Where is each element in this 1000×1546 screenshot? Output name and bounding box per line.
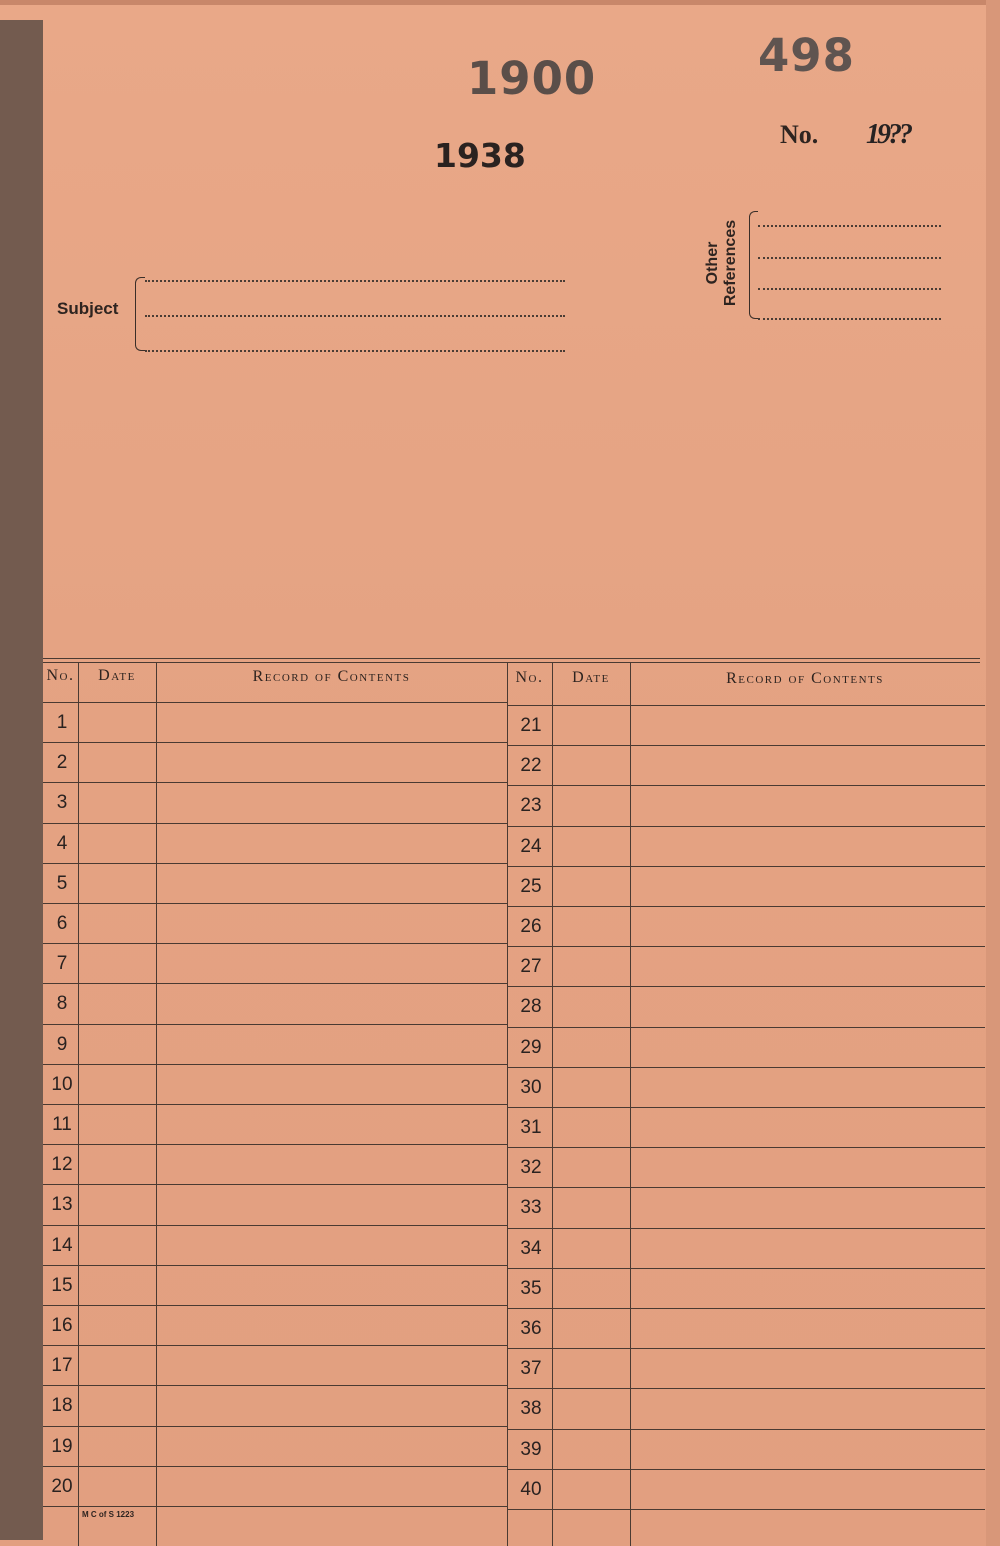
row-number: 9 xyxy=(56,1034,68,1055)
row-rule-left xyxy=(43,742,507,743)
row-rule-left xyxy=(43,702,507,703)
row-rule-right xyxy=(507,1509,985,1510)
row-rule-right xyxy=(507,1228,985,1229)
subject-bracket xyxy=(135,277,145,351)
row-number: 13 xyxy=(51,1194,73,1215)
row-rule-right xyxy=(507,1308,985,1309)
row-number: 8 xyxy=(56,993,68,1014)
row-rule-left xyxy=(43,1225,507,1226)
row-rule-left xyxy=(43,1184,507,1185)
row-rule-left xyxy=(43,863,507,864)
row-number: 14 xyxy=(51,1235,73,1256)
reference-line-4[interactable] xyxy=(758,318,941,320)
row-number: 10 xyxy=(51,1074,73,1095)
row-rule-left xyxy=(43,1104,507,1105)
row-number: 21 xyxy=(520,715,542,736)
row-rule-right xyxy=(507,946,985,947)
subject-line-3[interactable] xyxy=(145,350,565,352)
row-rule-left xyxy=(43,943,507,944)
number-label: No. xyxy=(780,120,819,149)
row-rule-right xyxy=(507,1147,985,1148)
row-number: 22 xyxy=(520,755,542,776)
row-number: 7 xyxy=(56,953,68,974)
right-record-header: Record of Contents xyxy=(726,670,884,687)
row-rule-left xyxy=(43,1265,507,1266)
left-no-header: No. xyxy=(46,667,75,684)
subject-line-1[interactable] xyxy=(145,280,565,282)
number-value-handwritten: 19?? xyxy=(866,119,910,150)
row-number: 23 xyxy=(520,795,542,816)
right-no-header: No. xyxy=(515,669,544,686)
row-number: 18 xyxy=(51,1395,73,1416)
row-rule-right xyxy=(507,866,985,867)
row-rule-left xyxy=(43,1024,507,1025)
row-number: 35 xyxy=(520,1278,542,1299)
table-top-rule xyxy=(43,658,980,659)
year-stamp: 1900 xyxy=(467,52,597,105)
row-number: 32 xyxy=(520,1157,542,1178)
row-rule-right xyxy=(507,1268,985,1269)
row-rule-right xyxy=(507,1348,985,1349)
row-number: 33 xyxy=(520,1197,542,1218)
row-number: 36 xyxy=(520,1318,542,1339)
right-date-header: Date xyxy=(572,669,610,686)
file-number-stamp: 498 xyxy=(758,29,855,82)
row-rule-left xyxy=(43,1466,507,1467)
row-number: 20 xyxy=(51,1476,73,1497)
row-number: 16 xyxy=(51,1315,73,1336)
row-rule-left xyxy=(43,1385,507,1386)
left-record-header: Record of Contents xyxy=(252,668,411,685)
row-number: 5 xyxy=(56,873,68,894)
row-number: 29 xyxy=(520,1037,542,1058)
row-rule-right xyxy=(507,1388,985,1389)
row-rule-left xyxy=(43,782,507,783)
row-rule-right xyxy=(507,745,985,746)
row-rule-left xyxy=(43,1064,507,1065)
row-number: 40 xyxy=(520,1479,542,1500)
row-rule-right xyxy=(507,1027,985,1028)
row-rule-right xyxy=(507,705,985,706)
row-number: 26 xyxy=(520,916,542,937)
row-number: 30 xyxy=(520,1077,542,1098)
row-rule-right xyxy=(507,826,985,827)
row-rule-left xyxy=(43,1144,507,1145)
year-printed: 1938 xyxy=(434,136,526,175)
row-rule-right xyxy=(507,906,985,907)
row-rule-left xyxy=(43,903,507,904)
reference-line-1[interactable] xyxy=(758,225,941,227)
row-number: 15 xyxy=(51,1275,73,1296)
row-rule-right xyxy=(507,1429,985,1430)
other-references-bracket xyxy=(749,211,758,319)
row-number: 11 xyxy=(52,1114,72,1135)
form-reference: M C of S 1223 xyxy=(82,1510,135,1519)
row-number: 37 xyxy=(520,1358,542,1379)
binding-spine xyxy=(0,20,43,1540)
row-rule-left xyxy=(43,823,507,824)
cover-right-edge xyxy=(986,0,1000,1546)
row-rule-left xyxy=(43,1506,507,1507)
row-number: 38 xyxy=(520,1398,542,1419)
row-number: 28 xyxy=(520,996,542,1017)
row-number: 34 xyxy=(520,1238,542,1259)
reference-line-2[interactable] xyxy=(758,257,941,259)
row-number: 17 xyxy=(51,1355,73,1376)
row-rule-right xyxy=(507,986,985,987)
row-number: 27 xyxy=(520,956,542,977)
row-number: 25 xyxy=(520,876,542,897)
row-number: 31 xyxy=(520,1117,542,1138)
other-references-label xyxy=(704,213,740,313)
reference-line-3[interactable] xyxy=(758,288,941,290)
other-references-line1: Other xyxy=(704,241,721,285)
row-rule-left xyxy=(43,1345,507,1346)
col-divider xyxy=(507,662,508,1546)
cover-top-edge xyxy=(0,0,1000,5)
row-rule-right xyxy=(507,785,985,786)
row-rule-left xyxy=(43,983,507,984)
row-number: 2 xyxy=(56,752,68,773)
col-divider xyxy=(552,662,553,1546)
row-rule-left xyxy=(43,1426,507,1427)
row-rule-right xyxy=(507,1187,985,1188)
row-number: 24 xyxy=(520,836,542,857)
row-rule-right xyxy=(507,1067,985,1068)
row-rule-right xyxy=(507,1107,985,1108)
row-rule-left xyxy=(43,1305,507,1306)
subject-label: Subject xyxy=(57,299,119,318)
row-number: 12 xyxy=(51,1154,73,1175)
left-date-header: Date xyxy=(98,667,136,684)
row-rule-right xyxy=(507,1469,985,1470)
row-number: 39 xyxy=(520,1439,542,1460)
row-number: 3 xyxy=(56,792,68,813)
col-divider xyxy=(630,662,631,1546)
other-references-line2: References xyxy=(722,219,739,307)
subject-line-2[interactable] xyxy=(145,315,565,317)
row-number: 6 xyxy=(56,913,68,934)
row-number: 19 xyxy=(51,1436,73,1457)
row-number: 1 xyxy=(56,712,68,733)
row-number: 4 xyxy=(56,833,68,854)
table-top-rule-inner xyxy=(43,662,980,663)
